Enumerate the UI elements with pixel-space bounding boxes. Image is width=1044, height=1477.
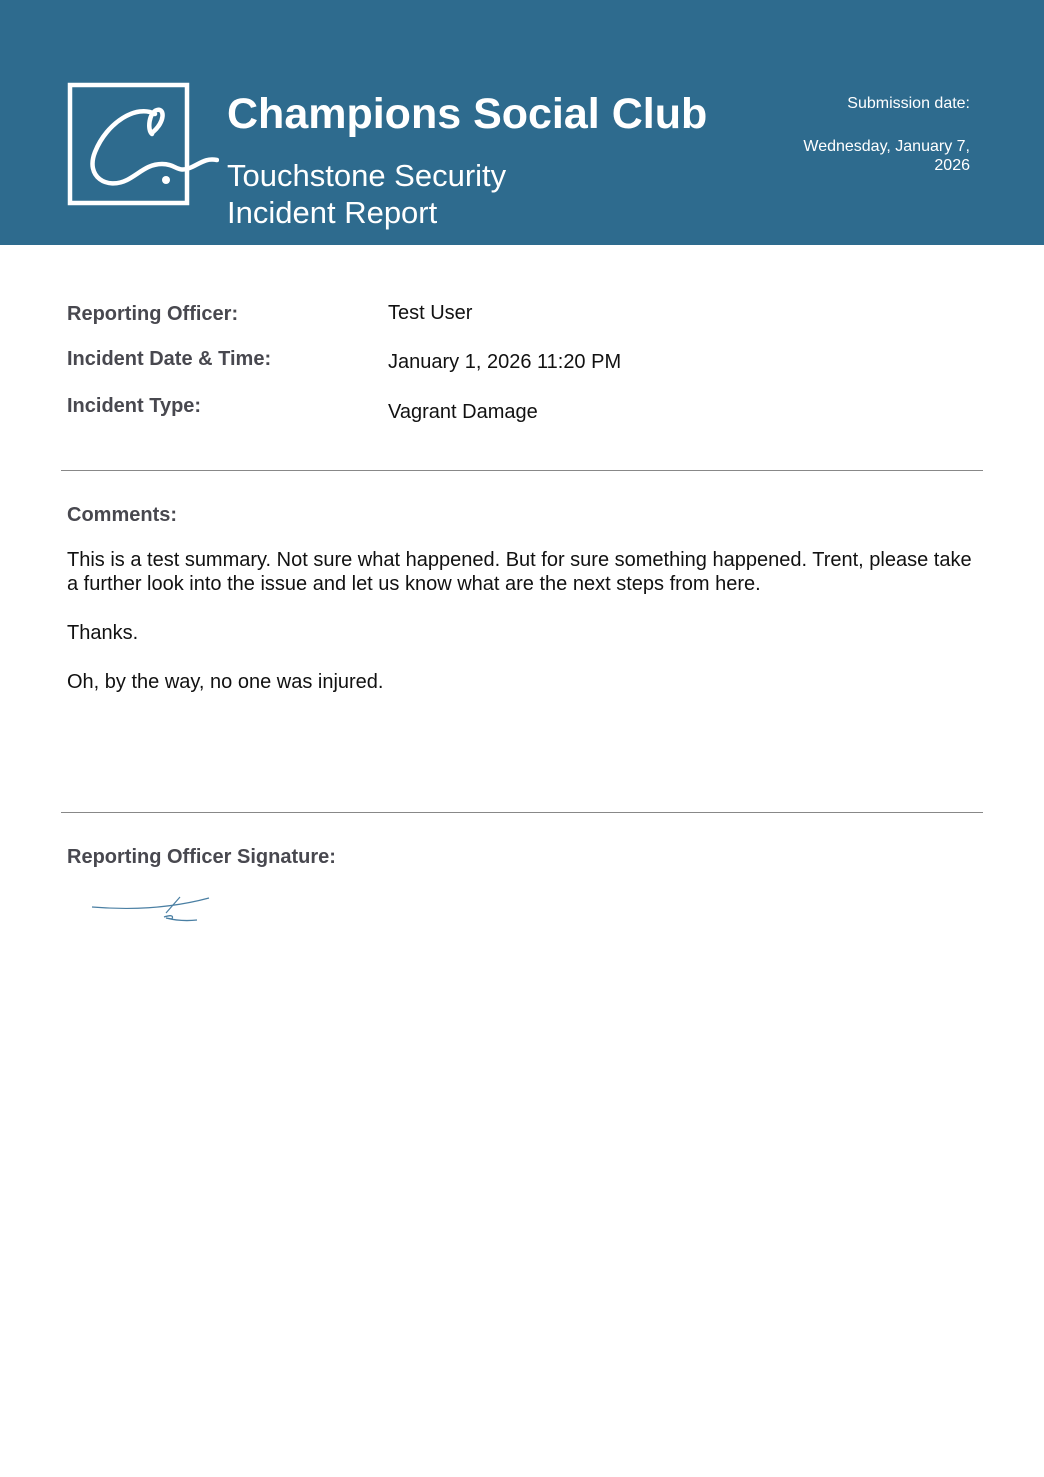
submission-date-line1: Wednesday, January 7, bbox=[803, 138, 970, 155]
comments-label: Comments: bbox=[67, 504, 178, 526]
comment-paragraph: Oh, by the way, no one was injured. bbox=[67, 671, 384, 693]
reporting-officer-label: Reporting Officer: bbox=[67, 303, 239, 325]
divider bbox=[61, 812, 983, 813]
comment-paragraph: This is a test summary. Not sure what happened. But for sure something happened. Trent, please take a further look into the issue and let us know what are the next steps from here. bbox=[67, 549, 972, 595]
report-title-line1: Touchstone Security bbox=[227, 158, 507, 193]
divider bbox=[61, 470, 983, 471]
incident-type-label: Incident Type: bbox=[67, 395, 202, 417]
club-name: Champions Social Club bbox=[227, 90, 708, 138]
comment-paragraph: Thanks. bbox=[67, 622, 139, 644]
signature-label: Reporting Officer Signature: bbox=[67, 846, 336, 868]
incident-datetime-label: Incident Date & Time: bbox=[67, 348, 272, 370]
report-header bbox=[0, 0, 1044, 245]
club-logo-icon bbox=[67, 82, 219, 208]
submission-date bbox=[770, 137, 970, 175]
incident-datetime-value: January 1, 2026 11:20 PM bbox=[388, 351, 622, 373]
incident-type-value: Vagrant Damage bbox=[388, 401, 538, 423]
report-title bbox=[227, 157, 506, 231]
submission-date-line2: 2026 bbox=[934, 157, 970, 174]
reporting-officer-value: Test User bbox=[388, 302, 473, 324]
report-title-line2: Incident Report bbox=[227, 195, 438, 230]
signature-image bbox=[88, 893, 213, 925]
submission-date-label: Submission date: bbox=[847, 95, 970, 112]
